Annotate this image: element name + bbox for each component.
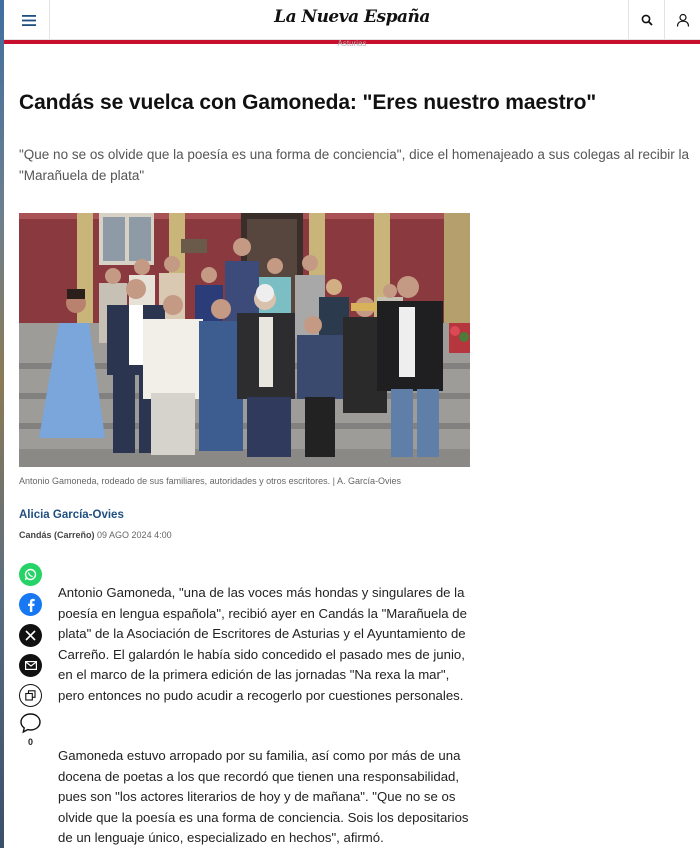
article-date: 09 AGO 2024 4:00 bbox=[97, 530, 172, 540]
author-name[interactable]: Alicia García-Ovies bbox=[19, 509, 124, 521]
x-icon bbox=[25, 630, 36, 641]
article-photo bbox=[19, 213, 470, 467]
copy-link-icon bbox=[25, 690, 36, 701]
photo-caption: Antonio Gamoneda, rodeado de sus familiares, autoridades y otros escritores. | A. García-Ovies bbox=[19, 476, 402, 486]
mail-share-button[interactable] bbox=[19, 654, 42, 677]
article-paragraph: Gamoneda estuvo arropado por su familia, así como por más de una docena de poetas a los que recordó que tienen una responsabilidad, pues son "los actores literarios de hoy y de mañana". "Que no se os olvide que la poesía es una forma de conciencia. Sois los depositarios de un lenguaje único, especializado en hechos", afirmó. bbox=[58, 748, 469, 846]
comment-icon bbox=[19, 712, 42, 734]
browser-edge bbox=[0, 0, 4, 848]
facebook-share-button[interactable] bbox=[19, 593, 42, 616]
article-location: Candás (Carreño) bbox=[19, 530, 95, 540]
site-logo[interactable]: La Nueva España bbox=[274, 7, 430, 27]
user-icon bbox=[676, 13, 690, 27]
search-icon bbox=[641, 14, 653, 26]
user-button[interactable] bbox=[664, 0, 700, 40]
article-paragraph: Antonio Gamoneda, "una de las voces más hondas y singulares de la poesía en lengua española", recibió ayer en Candás la "Marañuela de plata" de la Asociación de Escritores de Asturias y el Ayuntamiento de Carreño. El galardón le había sido concedido el pasado mes de junio, en el marco de la primera edición de las jornadas "Na rexa la mar", pero entonces no pudo acudir a recogerlo por cuestiones personales. bbox=[58, 585, 467, 703]
section-label[interactable]: Asturias bbox=[337, 39, 367, 48]
x-share-button[interactable] bbox=[19, 624, 42, 647]
mail-icon bbox=[25, 661, 37, 670]
article-headline: Candás se vuelca con Gamoneda: "Eres nuestro maestro" bbox=[19, 91, 597, 114]
article-subtitle: "Que no se os olvide que la poesía es una forma de conciencia", dice el homenajeado a sus colegas al recibir la "Marañuela de plata" bbox=[19, 147, 689, 183]
article-dateline bbox=[19, 530, 172, 540]
facebook-icon bbox=[26, 598, 36, 612]
comment-count: 0 bbox=[27, 737, 33, 747]
whatsapp-icon bbox=[24, 568, 37, 581]
copy-link-button[interactable] bbox=[19, 684, 42, 707]
site-header bbox=[4, 0, 700, 40]
group-photo-illustration bbox=[19, 213, 470, 467]
whatsapp-share-button[interactable] bbox=[19, 563, 42, 586]
search-button[interactable] bbox=[628, 0, 664, 40]
comments-button[interactable] bbox=[19, 712, 42, 734]
